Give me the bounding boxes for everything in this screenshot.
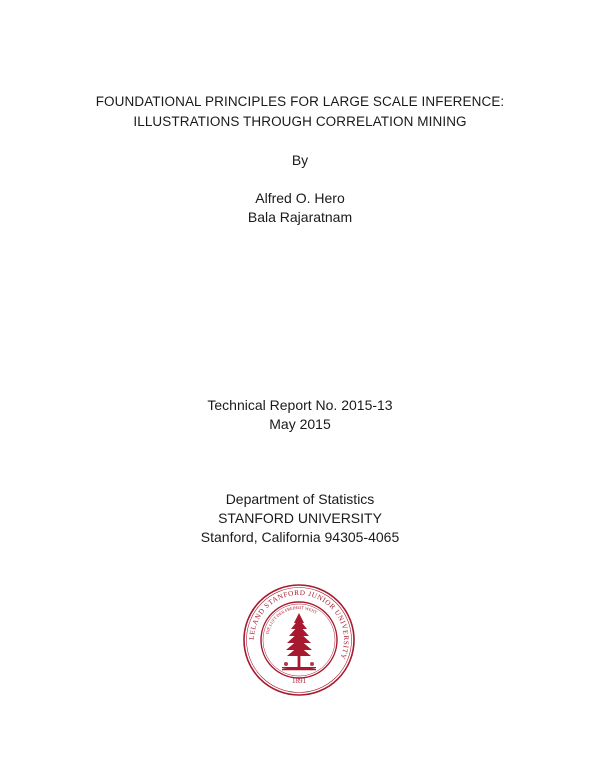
seal-icon [242,583,356,697]
report-number: Technical Report No. 2015-13 [207,397,393,413]
report-title-line-1: FOUNDATIONAL PRINCIPLES FOR LARGE SCALE INFERENCE: [95,94,505,109]
report-date: May 2015 [269,416,331,432]
author-name: Bala Rajaratnam [247,209,353,225]
department-name: Department of Statistics [225,491,375,507]
university-address: Stanford, California 94305-4065 [200,529,400,545]
author-name: Alfred O. Hero [255,190,345,206]
university-name: STANFORD UNIVERSITY [218,510,382,526]
seal-ring-text: LELAND STANFORD JUNIOR UNIVERSITY [247,588,351,661]
by-label: By [291,152,309,168]
redwood-tree-icon [282,613,316,670]
seal-year: 1891 [292,677,306,685]
report-title-line-2: ILLUSTRATIONS THROUGH CORRELATION MINING [133,114,467,129]
stanford-seal [242,583,356,697]
seal-motto: DIE LUFT DER FREIHEIT WEHT [264,604,318,635]
